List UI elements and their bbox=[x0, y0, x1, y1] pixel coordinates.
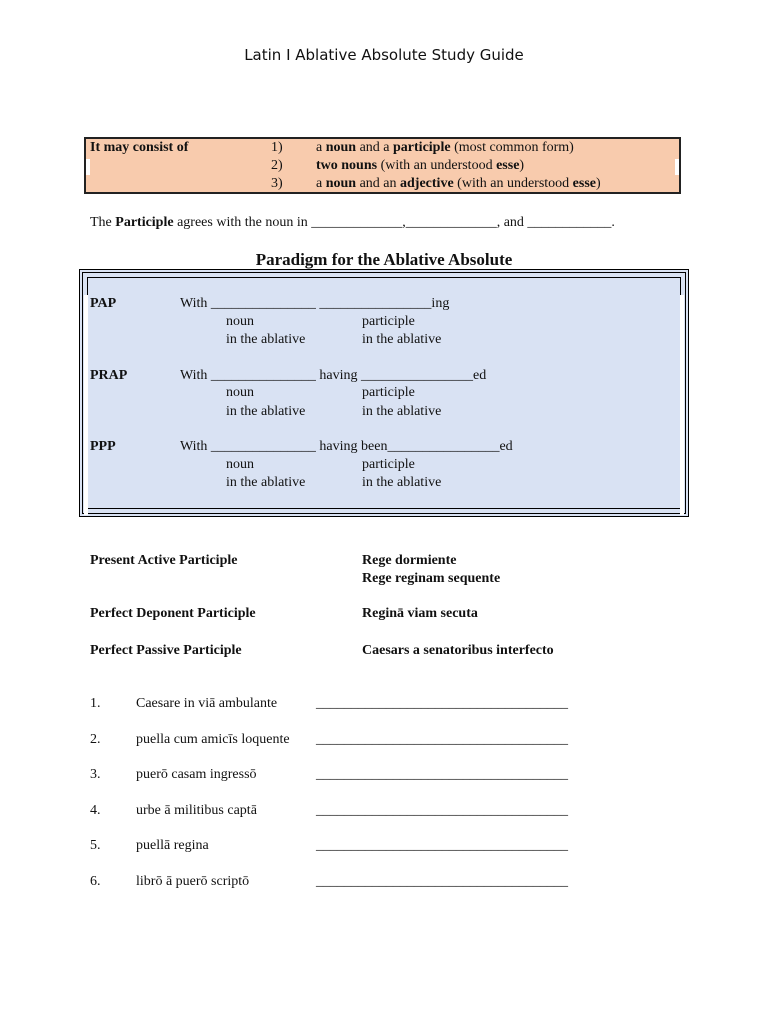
paradigm-abbr-pap: PAP bbox=[90, 296, 117, 311]
paradigm-line-ppp: With _______________ having been________________ed bbox=[180, 439, 513, 454]
emphasis-text: esse bbox=[572, 176, 596, 191]
exercise-number: 4. bbox=[90, 803, 101, 818]
agrees-pre: The bbox=[90, 215, 116, 230]
exercise-text: Caesare in viā ambulante bbox=[136, 696, 278, 711]
emphasis-text: adjective bbox=[400, 176, 454, 191]
emphasis-text: esse bbox=[496, 158, 520, 173]
answer-blank[interactable]: ____________________________________ bbox=[316, 732, 568, 747]
paradigm-abbr-prap: PRAP bbox=[90, 368, 128, 383]
exercise-text: urbe ā militibus captā bbox=[136, 803, 257, 818]
answer-blank[interactable]: ____________________________________ bbox=[316, 696, 568, 711]
consist-item-3 bbox=[316, 176, 601, 192]
answer-blank[interactable]: ____________________________________ bbox=[316, 767, 568, 782]
paradigm-sub-ablative: in the ablative bbox=[226, 332, 306, 347]
plain-text: a bbox=[316, 140, 326, 155]
agrees-sentence bbox=[90, 215, 615, 231]
paradigm-sub-participle: participle bbox=[362, 314, 415, 329]
agrees-post: agrees with the noun in _____________,_____________, and ____________. bbox=[173, 215, 615, 230]
exercise-text: puella cum amicīs loquente bbox=[136, 732, 290, 747]
paradigm-sub-noun: noun bbox=[226, 314, 254, 329]
exercise-text: puellā regina bbox=[136, 838, 209, 853]
paradigm-sub-ablative: in the ablative bbox=[362, 475, 442, 490]
paradigm-line-pap: With _______________ ________________ing bbox=[180, 296, 450, 311]
plain-text: and a bbox=[356, 140, 394, 155]
emphasis-text: two nouns bbox=[316, 158, 378, 173]
answer-blank[interactable]: ____________________________________ bbox=[316, 803, 568, 818]
exercise-number: 1. bbox=[90, 696, 101, 711]
plain-text: a bbox=[316, 176, 326, 191]
participle-example: Rege reginam sequente bbox=[362, 571, 501, 586]
participle-label: Perfect Deponent Participle bbox=[90, 606, 256, 621]
paradigm-sub-participle: participle bbox=[362, 457, 415, 472]
emphasis-text: participle bbox=[393, 140, 451, 155]
paradigm-sub-noun: noun bbox=[226, 457, 254, 472]
exercise-number: 2. bbox=[90, 732, 101, 747]
plain-text: (most common form) bbox=[450, 140, 574, 155]
plain-text: ) bbox=[595, 176, 601, 191]
answer-blank[interactable]: ____________________________________ bbox=[316, 838, 568, 853]
paradigm-sub-noun: noun bbox=[226, 385, 254, 400]
paradigm-sub-ablative: in the ablative bbox=[226, 475, 306, 490]
emphasis-text: noun bbox=[325, 176, 357, 191]
paradigm-sub-ablative: in the ablative bbox=[226, 404, 306, 419]
box-edge-mark bbox=[84, 295, 88, 515]
exercise-number: 5. bbox=[90, 838, 101, 853]
emphasis-text: noun bbox=[325, 140, 357, 155]
agrees-bold: Participle bbox=[115, 215, 174, 230]
plain-text: (with an understood bbox=[453, 176, 573, 191]
exercise-number: 6. bbox=[90, 874, 101, 889]
participle-label: Present Active Participle bbox=[90, 553, 238, 568]
paradigm-sub-ablative: in the ablative bbox=[362, 332, 442, 347]
participle-example: Rege dormiente bbox=[362, 553, 457, 568]
plain-text: ) bbox=[519, 158, 525, 173]
answer-blank[interactable]: ____________________________________ bbox=[316, 874, 568, 889]
exercise-number: 3. bbox=[90, 767, 101, 782]
paradigm-line-prap: With _______________ having ________________ed bbox=[180, 368, 487, 383]
paradigm-title: Paradigm for the Ablative Absolute bbox=[255, 250, 513, 269]
participle-label: Perfect Passive Participle bbox=[90, 643, 242, 658]
box-edge-mark bbox=[675, 159, 679, 175]
consist-item-1 bbox=[316, 140, 574, 156]
paradigm-abbr-ppp: PPP bbox=[90, 439, 116, 454]
page-title: Latin I Ablative Absolute Study Guide bbox=[244, 46, 524, 64]
consist-num-1: 1) bbox=[271, 140, 283, 155]
consist-item-2 bbox=[316, 158, 524, 174]
exercise-text: librō ā puerō scriptō bbox=[136, 874, 250, 889]
exercise-text: puerō casam ingressō bbox=[136, 767, 257, 782]
plain-text: and an bbox=[356, 176, 401, 191]
paradigm-sub-ablative: in the ablative bbox=[362, 404, 442, 419]
participle-example: Reginā viam secuta bbox=[362, 606, 478, 621]
box-edge-mark bbox=[680, 295, 684, 515]
consist-num-3: 3) bbox=[271, 176, 283, 191]
box-edge-mark bbox=[86, 159, 90, 175]
plain-text: (with an understood bbox=[377, 158, 497, 173]
paradigm-sub-participle: participle bbox=[362, 385, 415, 400]
consist-label: It may consist of bbox=[90, 140, 189, 155]
participle-example: Caesars a senatoribus interfecto bbox=[362, 643, 554, 658]
consist-num-2: 2) bbox=[271, 158, 283, 173]
